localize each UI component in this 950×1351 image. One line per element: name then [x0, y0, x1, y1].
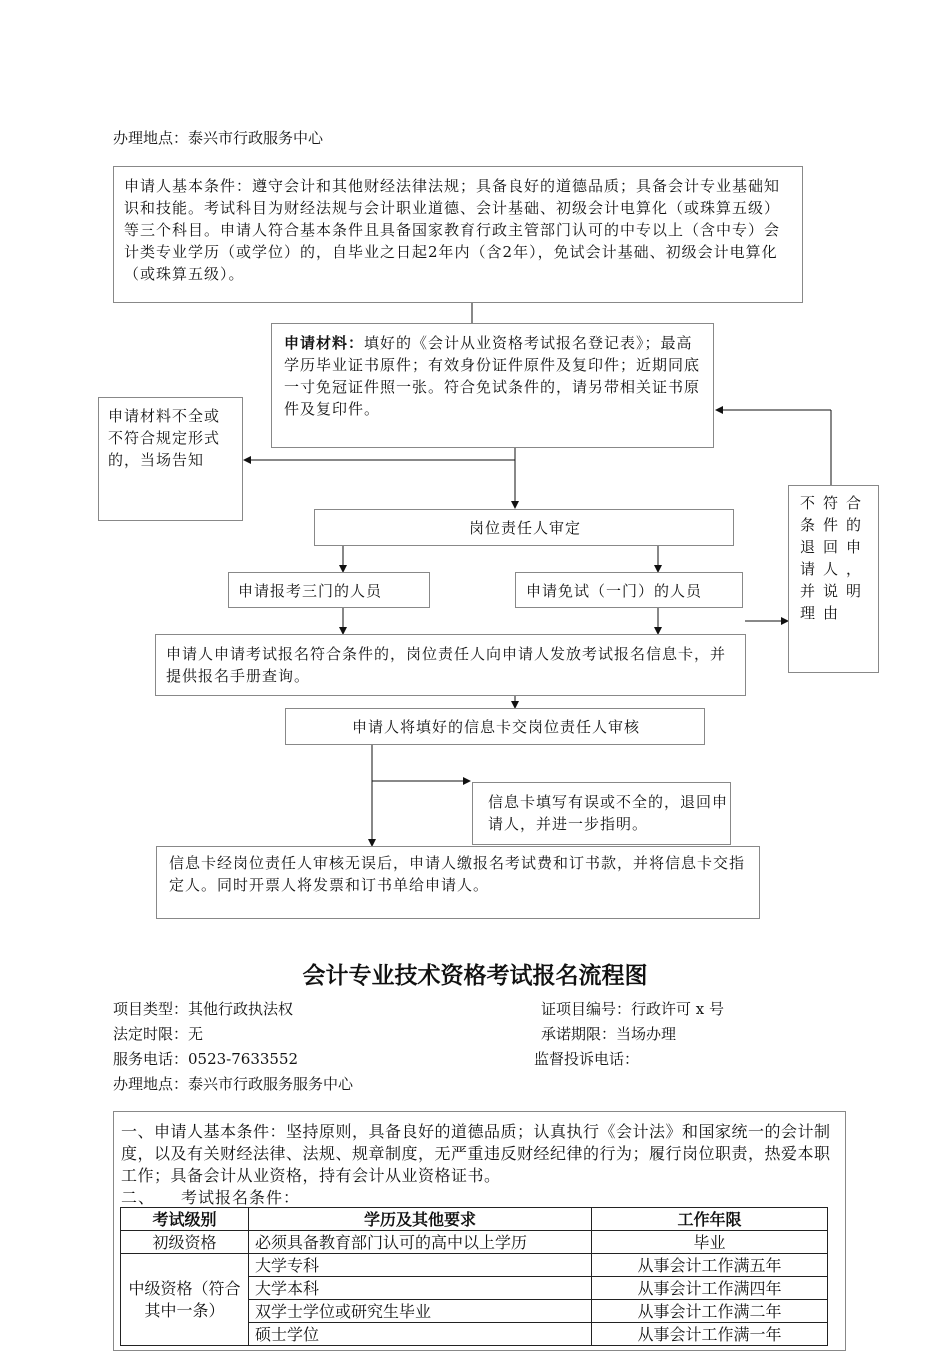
table-row [121, 1231, 828, 1254]
requirements-table [120, 1207, 828, 1346]
table-header-row [121, 1208, 828, 1231]
three-subjects-text: 申请报考三门的人员 [238, 582, 383, 600]
project-type: 项目类型：其他行政执法权 [113, 1000, 294, 1018]
top-location: 办理地点：泰兴市行政服务中心 [113, 129, 324, 147]
cell-level: 初级资格 [121, 1231, 249, 1254]
complaint-phone: 监督投诉电话： [534, 1050, 640, 1068]
cell-requirement: 必须具备教育部门认可的高中以上学历 [249, 1231, 592, 1254]
table-row [121, 1254, 828, 1277]
second-location: 办理地点：泰兴市行政服务服务中心 [113, 1075, 354, 1093]
time-limit: 法定时限：无 [113, 1025, 204, 1043]
submit-card-text: 申请人将填好的信息卡交岗位责任人审核 [351, 718, 640, 736]
cell-years: 毕业 [592, 1231, 828, 1254]
issue-card-text: 申请人申请考试报名符合条件的，岗位责任人向申请人发放考试报名信息卡，并提供报名手册查询。 [166, 645, 727, 685]
payment-box [156, 846, 760, 919]
basic-conditions-box [113, 166, 803, 303]
three-subjects-box [228, 572, 430, 608]
header-level: 考试级别 [121, 1208, 249, 1231]
card-error-text: 信息卡填写有误或不全的，退回申请人，并进一步指明。 [488, 793, 729, 833]
cell-years: 从事会计工作满五年 [592, 1254, 828, 1277]
payment-text: 信息卡经岗位责任人审核无误后，申请人缴报名考试费和订书款，并将信息卡交指定人。同时开票人将发票和订书单给申请人。 [169, 854, 746, 894]
conditions-text: 一、申请人基本条件：坚持原则，具备良好的道德品质；认真执行《会计法》和国家统一的会计制度，以及有关财经法律、法规、规章制度，无严重违反财经纪律的行为；履行岗位职责，热爱本职工作；具备会计从业资格，持有会计从业资格证书。 [121, 1122, 831, 1185]
exempt-one-text: 申请免试（一门）的人员 [526, 582, 703, 600]
service-phone: 服务电话：0523-7633552 [113, 1050, 299, 1068]
section-two-heading: 二、 考试报名条件： [121, 1188, 301, 1207]
cell-middle-level: 中级资格（符合其中一条） [121, 1254, 249, 1346]
materials-label: 申请材料： [284, 334, 365, 352]
reject-notice-text: 不符合条件的退回申请人，并说明理由 [800, 494, 870, 622]
header-years: 工作年限 [592, 1208, 828, 1231]
incomplete-notice-box [98, 397, 243, 521]
cell-requirement: 双学士学位或研究生毕业 [249, 1300, 592, 1323]
promise-limit: 承诺期限：当场办理 [541, 1025, 677, 1043]
materials-content: 填好的《会计从业资格考试报名登记表》；最高学历毕业证书原件；有效身份证件原件及复印件；近期同底一寸免冠证件照一张。符合免试条件的，请另带相关证书原件及复印件。 [284, 334, 701, 418]
page-title: 会计专业技术资格考试报名流程图 [302, 963, 648, 989]
exempt-one-box [515, 572, 743, 608]
materials-text [284, 332, 702, 420]
review-text: 岗位责任人审定 [468, 519, 581, 537]
cell-requirement: 大学本科 [249, 1277, 592, 1300]
cell-years: 从事会计工作满四年 [592, 1277, 828, 1300]
submit-card-box [285, 708, 705, 745]
review-box [314, 509, 734, 546]
materials-box [271, 323, 714, 448]
header-requirement: 学历及其他要求 [249, 1208, 592, 1231]
card-error-box [472, 782, 731, 845]
cell-requirement: 硕士学位 [249, 1323, 592, 1346]
basic-conditions-text: 申请人基本条件：遵守会计和其他财经法律法规；具备良好的道德品质；具备会计专业基础知识和技能。考试科目为财经法规与会计职业道德、会计基础、初级会计电算化（或珠算五级）等三个科目。申请人符合基本条件且具备国家教育行政主管部门认可的中专以上（含中专）会计类专业学历（或学位）的，自毕业之日起2年内（含2年），免试会计基础、初级会计电算化（或珠算五级）。 [124, 177, 781, 283]
incomplete-notice-text: 申请材料不全或不符合规定形式的，当场告知 [108, 407, 221, 469]
issue-card-box [155, 634, 746, 696]
project-no: 证项目编号：行政许可 x 号 [541, 1000, 724, 1018]
cell-years: 从事会计工作满二年 [592, 1300, 828, 1323]
cell-years: 从事会计工作满一年 [592, 1323, 828, 1346]
cell-requirement: 大学专科 [249, 1254, 592, 1277]
reject-notice-box [788, 485, 879, 673]
